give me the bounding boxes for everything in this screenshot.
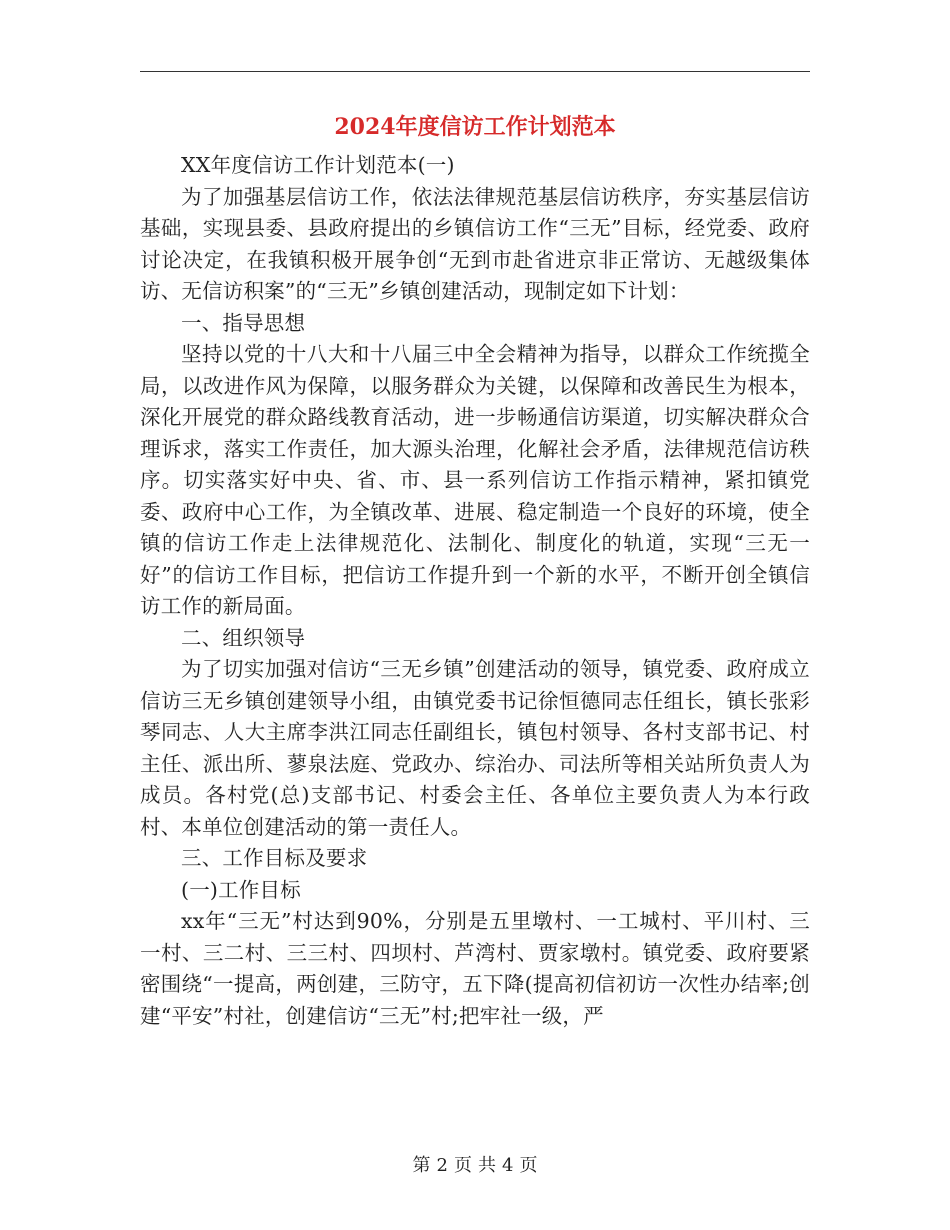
section-heading-goals: 三、工作目标及要求 xyxy=(181,846,368,870)
paragraph-intro: 为了加强基层信访工作，依法法律规范基层信访秩序，夯实基层信访基础，实现县委、县政府提出的乡镇信访工作“三无”目标，经党委、政府讨论决定，在我镇积极开展争创“无到市赴省进京非正常访、无越级集体访、无信访积案”的“三无”乡镇创建活动，现制定如下计划： xyxy=(140,184,810,303)
document-title: 2024年度信访工作计划范本 xyxy=(334,114,616,140)
header-rule xyxy=(140,71,810,72)
paragraph-guiding-ideology: 坚持以党的十八大和十八届三中全会精神为指导，以群众工作统揽全局，以改进作风为保障，以服务群众为关键，以保障和改善民生为根本，深化开展党的群众路线教育活动，进一步畅通信访渠道，切实解决群众合理诉求，落实工作责任，加大源头治理，化解社会矛盾，法律规范信访秩序。切实落实好中央、省、市、县一系列信访工作指示精神，紧扣镇党委、政府中心工作，为全镇改革、进展、稳定制造一个良好的环境，使全镇的信访工作走上法律规范化、法制化、制度化的轨道，实现“三无一好”的信访工作目标，把信访工作提升到一个新的水平，不断开创全镇信访工作的新局面。 xyxy=(140,342,810,618)
page-label-prefix: 第 xyxy=(412,1155,431,1176)
page-total: 4 xyxy=(502,1155,514,1176)
section-heading-guiding-ideology: 一、指导思想 xyxy=(181,310,306,335)
document-body xyxy=(140,150,810,1032)
paragraph-organization: 为了切实加强对信访“三无乡镇”创建活动的领导，镇党委、政府成立信访三无乡镇创建领导小组，由镇党委书记徐恒德同志任组长，镇长张彩琴同志、人大主席李洪江同志任副组长，镇包村领导、各村支部书记、村主任、派出所、蓼泉法庭、党政办、综治办、司法所等相关站所负责人为成员。各村党(总)支部书记、村委会主任、各单位主要负责人为本行政村、本单位创建活动的第一责任人。 xyxy=(140,657,810,839)
page-label-suffix: 页 xyxy=(519,1155,538,1176)
page-total-prefix: 共 xyxy=(478,1155,496,1176)
subsection-heading-work-goals: (一)工作目标 xyxy=(181,877,301,902)
paragraph-work-goals: xx年“三无”村达到90%，分别是五里墩村、一工城村、平川村、三一村、三二村、三三村、四坝村、芦湾村、贾家墩村。镇党委、政府要紧密围绕“一提高，两创建，三防守，五下降(提高初信初访一次性办结率;创建“平安”村社，创建信访“三无”村;把牢社一级，严 xyxy=(140,909,810,1028)
page-footer xyxy=(0,1154,950,1178)
section-heading-organization: 二、组织领导 xyxy=(181,625,306,650)
page-label-mid: 页 xyxy=(454,1155,472,1176)
page-current: 2 xyxy=(436,1155,448,1176)
paragraph-subtitle: XX年度信访工作计划范本(一) xyxy=(181,153,455,177)
